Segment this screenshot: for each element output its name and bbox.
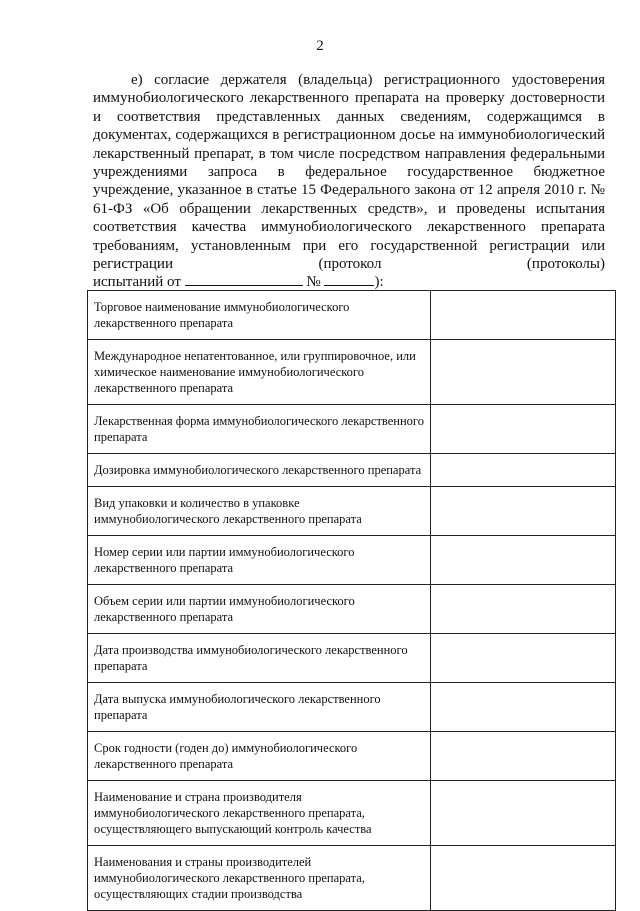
row-label: Дозировка иммунобиологического лекарственного препарата [88,454,431,487]
row-value-field[interactable] [431,454,616,487]
row-value-field[interactable] [431,487,616,536]
row-label: Номер серии или партии иммунобиологического лекарственного препарата [88,536,431,585]
row-label: Торговое наименование иммунобиологического лекарственного препарата [88,291,431,340]
row-label: Дата выпуска иммунобиологического лекарственного препарата [88,683,431,732]
row-value-field[interactable] [431,291,616,340]
table-row [88,781,616,846]
row-label: Объем серии или партии иммунобиологического лекарственного препарата [88,585,431,634]
row-label: Наименование и страна производителя иммунобиологического лекарственного препарата, осуществляющего выпускающий контроль качества [88,781,431,846]
row-label: Наименования и страны производителей иммунобиологического лекарственного препарата, осуществляющих стадии производства [88,846,431,911]
table-row [88,732,616,781]
table-row [88,846,616,911]
table-row [88,536,616,585]
row-value-field[interactable] [431,781,616,846]
protocol-date-blank[interactable] [185,273,303,286]
table-row [88,405,616,454]
row-value-field[interactable] [431,405,616,454]
table-row [88,340,616,405]
table-row [88,454,616,487]
table-row [88,487,616,536]
protocol-prefix: испытаний от [93,274,181,291]
table-row [88,683,616,732]
row-value-field[interactable] [431,846,616,911]
row-value-field[interactable] [431,536,616,585]
row-label: Международное непатентованное, или группировочное, или химическое наименование иммунобиологического лекарственного препарата [88,340,431,405]
preparation-info-table [87,290,616,911]
row-value-field[interactable] [431,585,616,634]
table-row [88,634,616,683]
row-label: Дата производства иммунобиологического лекарственного препарата [88,634,431,683]
row-value-field[interactable] [431,340,616,405]
paragraph-closing: ): [374,274,384,291]
row-value-field[interactable] [431,634,616,683]
paragraph-text: согласие держателя (владельца) регистрационного удостоверения иммунобиологического лекарственного препарата на проверку достоверности и соответствия представленных данных сведениям, содержащимся в документах, содержащихся в регистрационном досье на иммунобиологический лекарственный препарат, в том числе посредством направления федеральными учреждениями запроса в федеральное государственное бюджетное учреждение, указанное в статье 15 Федерального закона от 12 апреля 2010 г. № 61-ФЗ «Об обращении лекарственных средств», и проведены испытания соответствия качества иммунобиологического лекарственного препарата требованиям, установленным при его государственной регистрации или регистрации (протокол (протоколы) [93,72,605,273]
row-label: Срок годности (годен до) иммунобиологического лекарственного препарата [88,732,431,781]
table-row [88,291,616,340]
row-label: Вид упаковки и количество в упаковке иммунобиологического лекарственного препарата [88,487,431,536]
row-label: Лекарственная форма иммунобиологического лекарственного препарата [88,405,431,454]
row-value-field[interactable] [431,683,616,732]
protocol-number-blank[interactable] [324,273,374,286]
paragraph-marker: е) [131,72,143,88]
consent-paragraph [93,71,605,292]
number-sign: № [306,274,321,291]
row-value-field[interactable] [431,732,616,781]
table-row [88,585,616,634]
page-number: 2 [316,38,324,54]
